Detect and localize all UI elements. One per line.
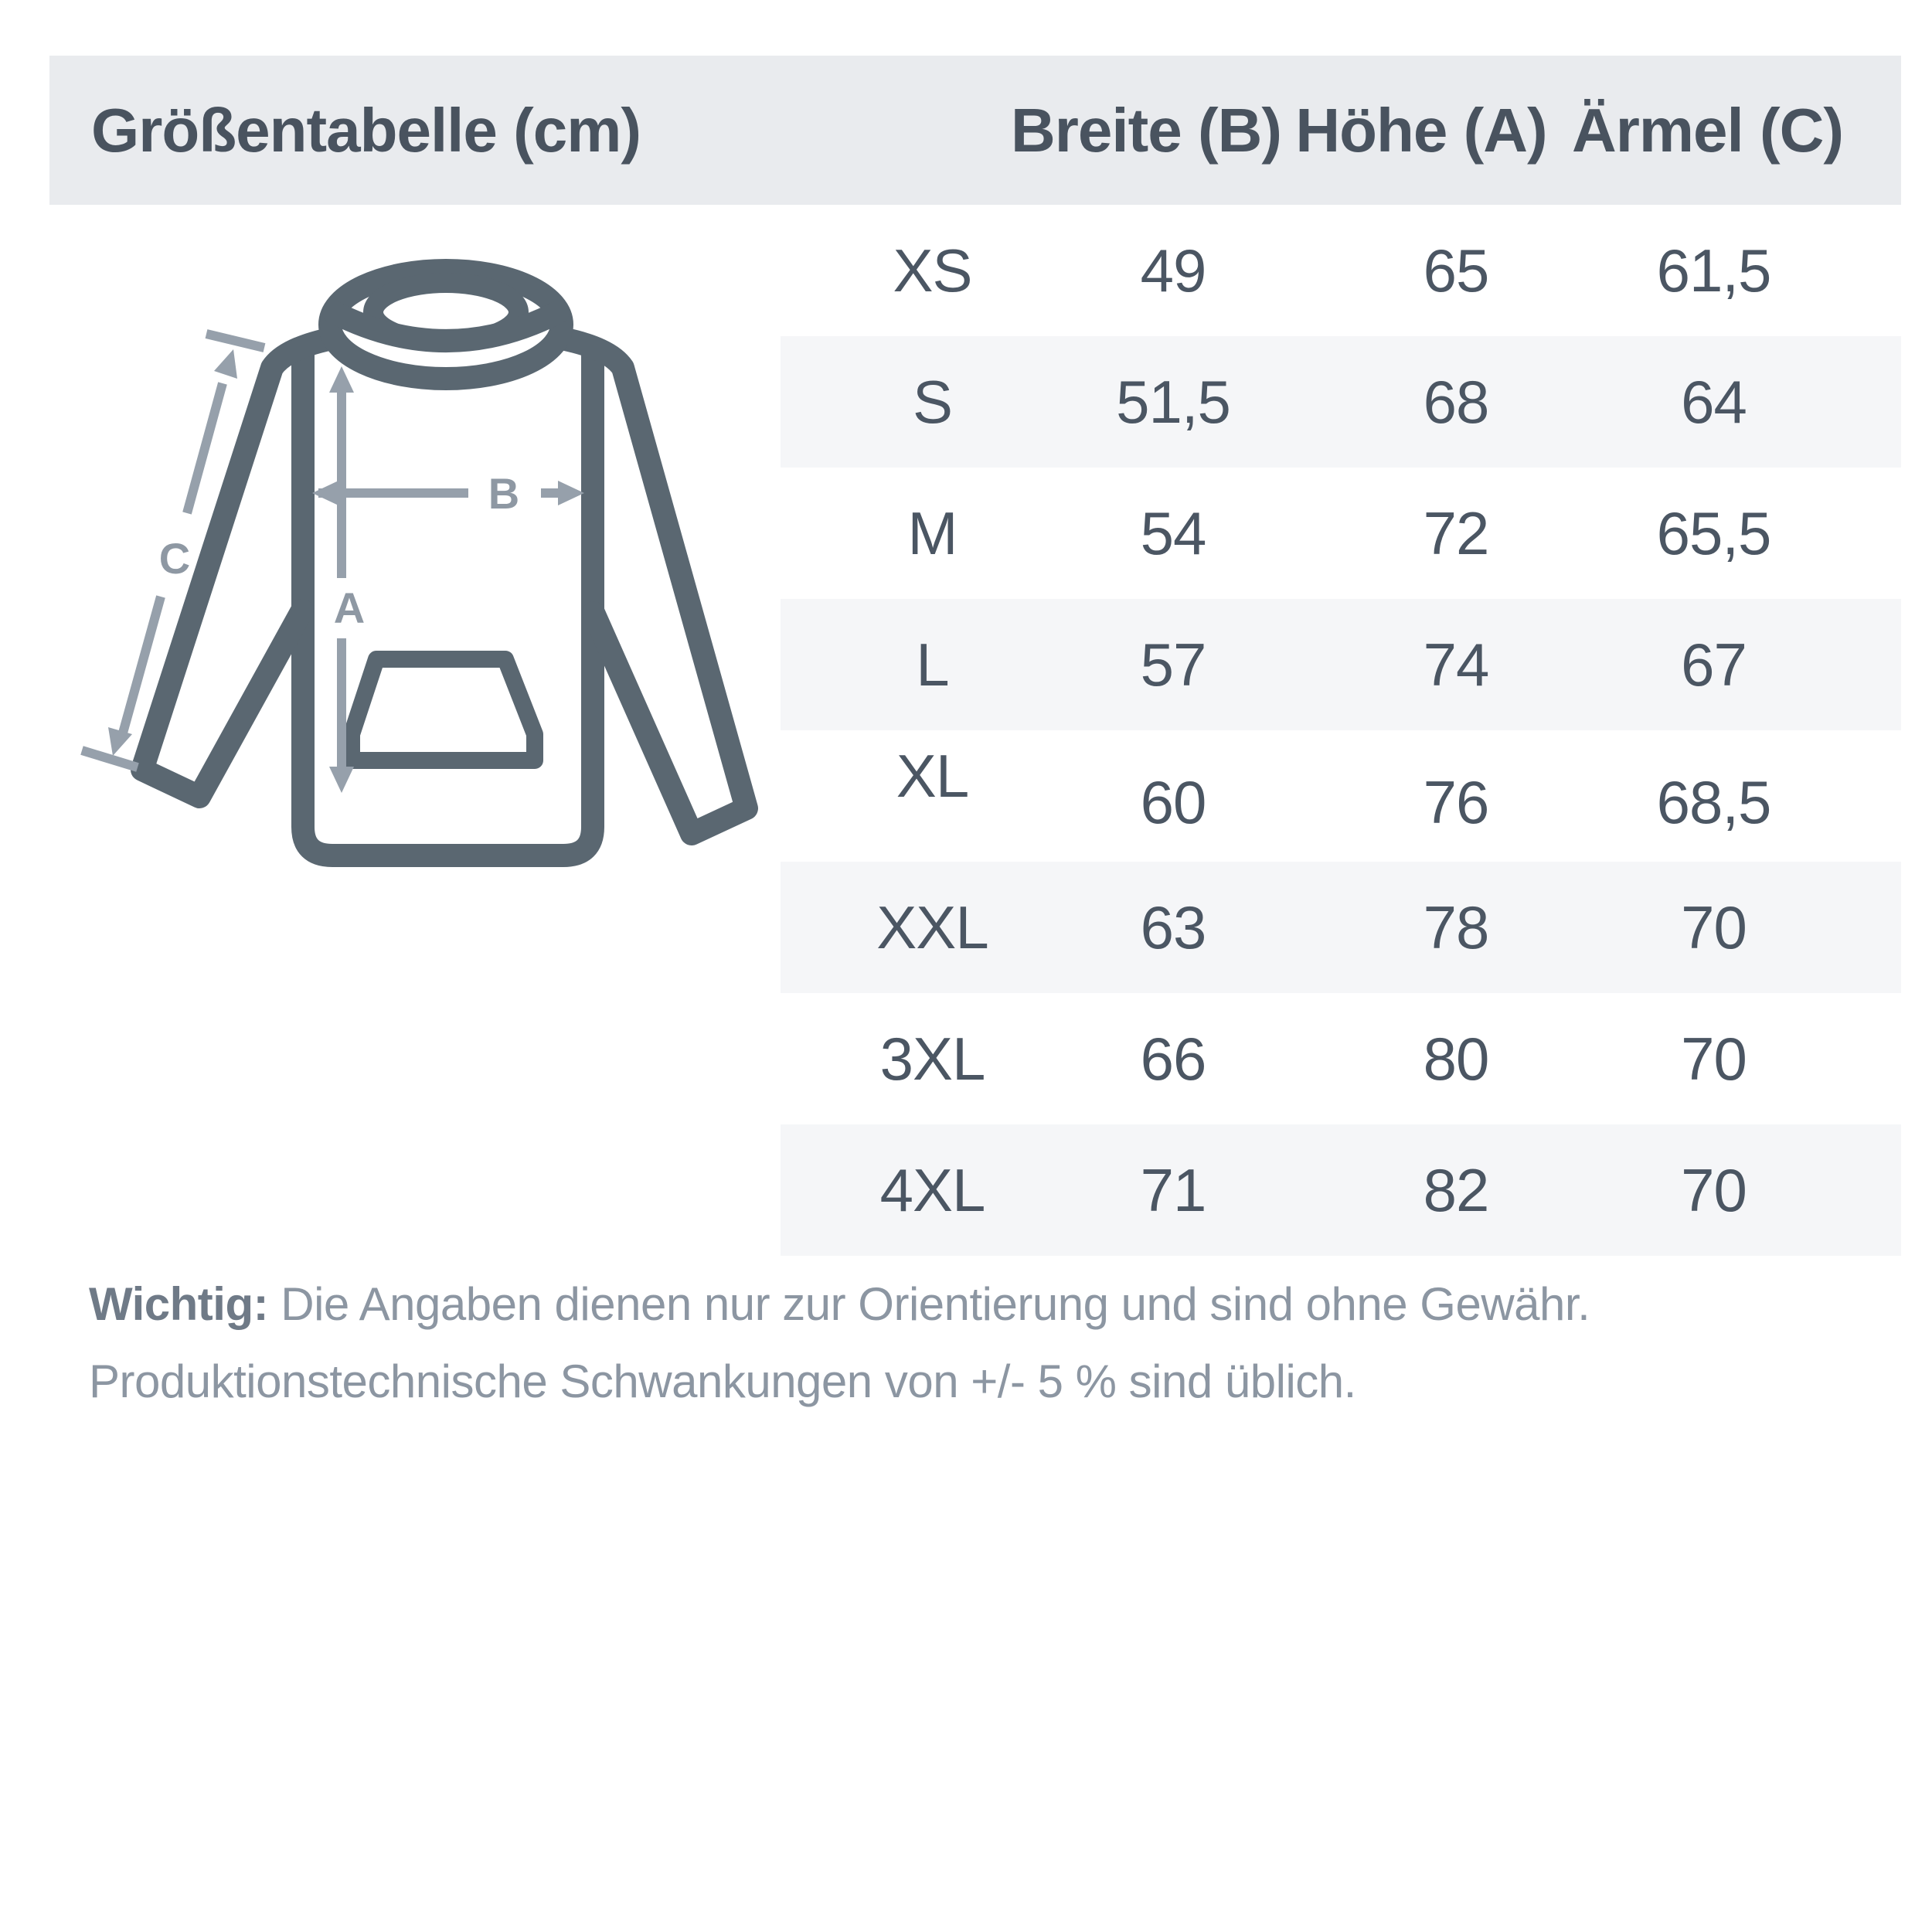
table-row bbox=[781, 1124, 1901, 1256]
size-label-cell: L bbox=[916, 630, 949, 699]
column-header-aermel: Ärmel (C) bbox=[1571, 95, 1844, 165]
aermel-value-cell: 70 bbox=[1681, 893, 1747, 961]
breite-value-cell: 63 bbox=[1140, 893, 1206, 961]
column-header-breite: Breite (B) bbox=[1010, 95, 1282, 165]
size-table bbox=[781, 205, 1901, 1256]
table-row bbox=[781, 993, 1901, 1124]
note-line1: Die Angaben dienen nur zur Orientierung und sind ohne Gewähr. bbox=[268, 1278, 1590, 1330]
table-header-bar bbox=[49, 56, 1901, 205]
dimension-label-c: C bbox=[158, 534, 191, 583]
table-row bbox=[781, 468, 1901, 599]
hoehe-value-cell: 80 bbox=[1423, 1024, 1489, 1093]
hoodie-diagram bbox=[62, 209, 773, 904]
table-row bbox=[781, 730, 1901, 862]
breite-value-cell: 51,5 bbox=[1116, 367, 1230, 436]
table-row bbox=[781, 336, 1901, 468]
hoehe-value-cell: 68 bbox=[1423, 367, 1489, 436]
column-header-hoehe: Höhe (A) bbox=[1295, 95, 1547, 165]
dimension-label-b: B bbox=[488, 469, 520, 518]
page-title: Größentabelle (cm) bbox=[91, 95, 641, 165]
table-row bbox=[781, 862, 1901, 993]
hoehe-value-cell: 82 bbox=[1423, 1155, 1489, 1224]
hoehe-value-cell: 76 bbox=[1423, 767, 1489, 836]
aermel-value-cell: 70 bbox=[1681, 1155, 1747, 1224]
aermel-value-cell: 65,5 bbox=[1656, 498, 1771, 567]
note-line2: Produktionstechnische Schwankungen von +/- 5 % sind üblich. bbox=[89, 1355, 1356, 1407]
table-row bbox=[781, 599, 1901, 730]
size-label-cell: XL bbox=[896, 741, 969, 810]
aermel-value-cell: 64 bbox=[1681, 367, 1747, 436]
table-row bbox=[781, 205, 1901, 336]
aermel-value-cell: 68,5 bbox=[1656, 767, 1771, 836]
breite-value-cell: 57 bbox=[1140, 630, 1206, 699]
hoehe-value-cell: 65 bbox=[1423, 236, 1489, 304]
hood-collar-arc bbox=[334, 312, 558, 341]
breite-value-cell: 66 bbox=[1140, 1024, 1206, 1093]
size-label-cell: 3XL bbox=[879, 1024, 985, 1093]
dimension-label-a: A bbox=[333, 583, 366, 632]
breite-value-cell: 54 bbox=[1140, 498, 1206, 567]
breite-value-cell: 71 bbox=[1140, 1155, 1206, 1224]
size-label-cell: XXL bbox=[876, 893, 988, 961]
disclaimer-note bbox=[89, 1266, 1882, 1420]
size-label-cell: S bbox=[912, 367, 953, 436]
hoehe-value-cell: 74 bbox=[1423, 630, 1489, 699]
dimension-arrow-b bbox=[312, 469, 584, 518]
aermel-value-cell: 67 bbox=[1681, 630, 1747, 699]
kangaroo-pocket bbox=[352, 659, 535, 760]
note-bold-label: Wichtig: bbox=[89, 1278, 269, 1330]
hoehe-value-cell: 78 bbox=[1423, 893, 1489, 961]
size-label-cell: M bbox=[907, 498, 957, 567]
size-label-cell: XS bbox=[893, 236, 972, 304]
hoehe-value-cell: 72 bbox=[1423, 498, 1489, 567]
breite-value-cell: 49 bbox=[1140, 236, 1206, 304]
aermel-value-cell: 61,5 bbox=[1656, 236, 1771, 304]
size-label-cell: 4XL bbox=[879, 1155, 985, 1224]
breite-value-cell: 60 bbox=[1140, 767, 1206, 836]
aermel-value-cell: 70 bbox=[1681, 1024, 1747, 1093]
